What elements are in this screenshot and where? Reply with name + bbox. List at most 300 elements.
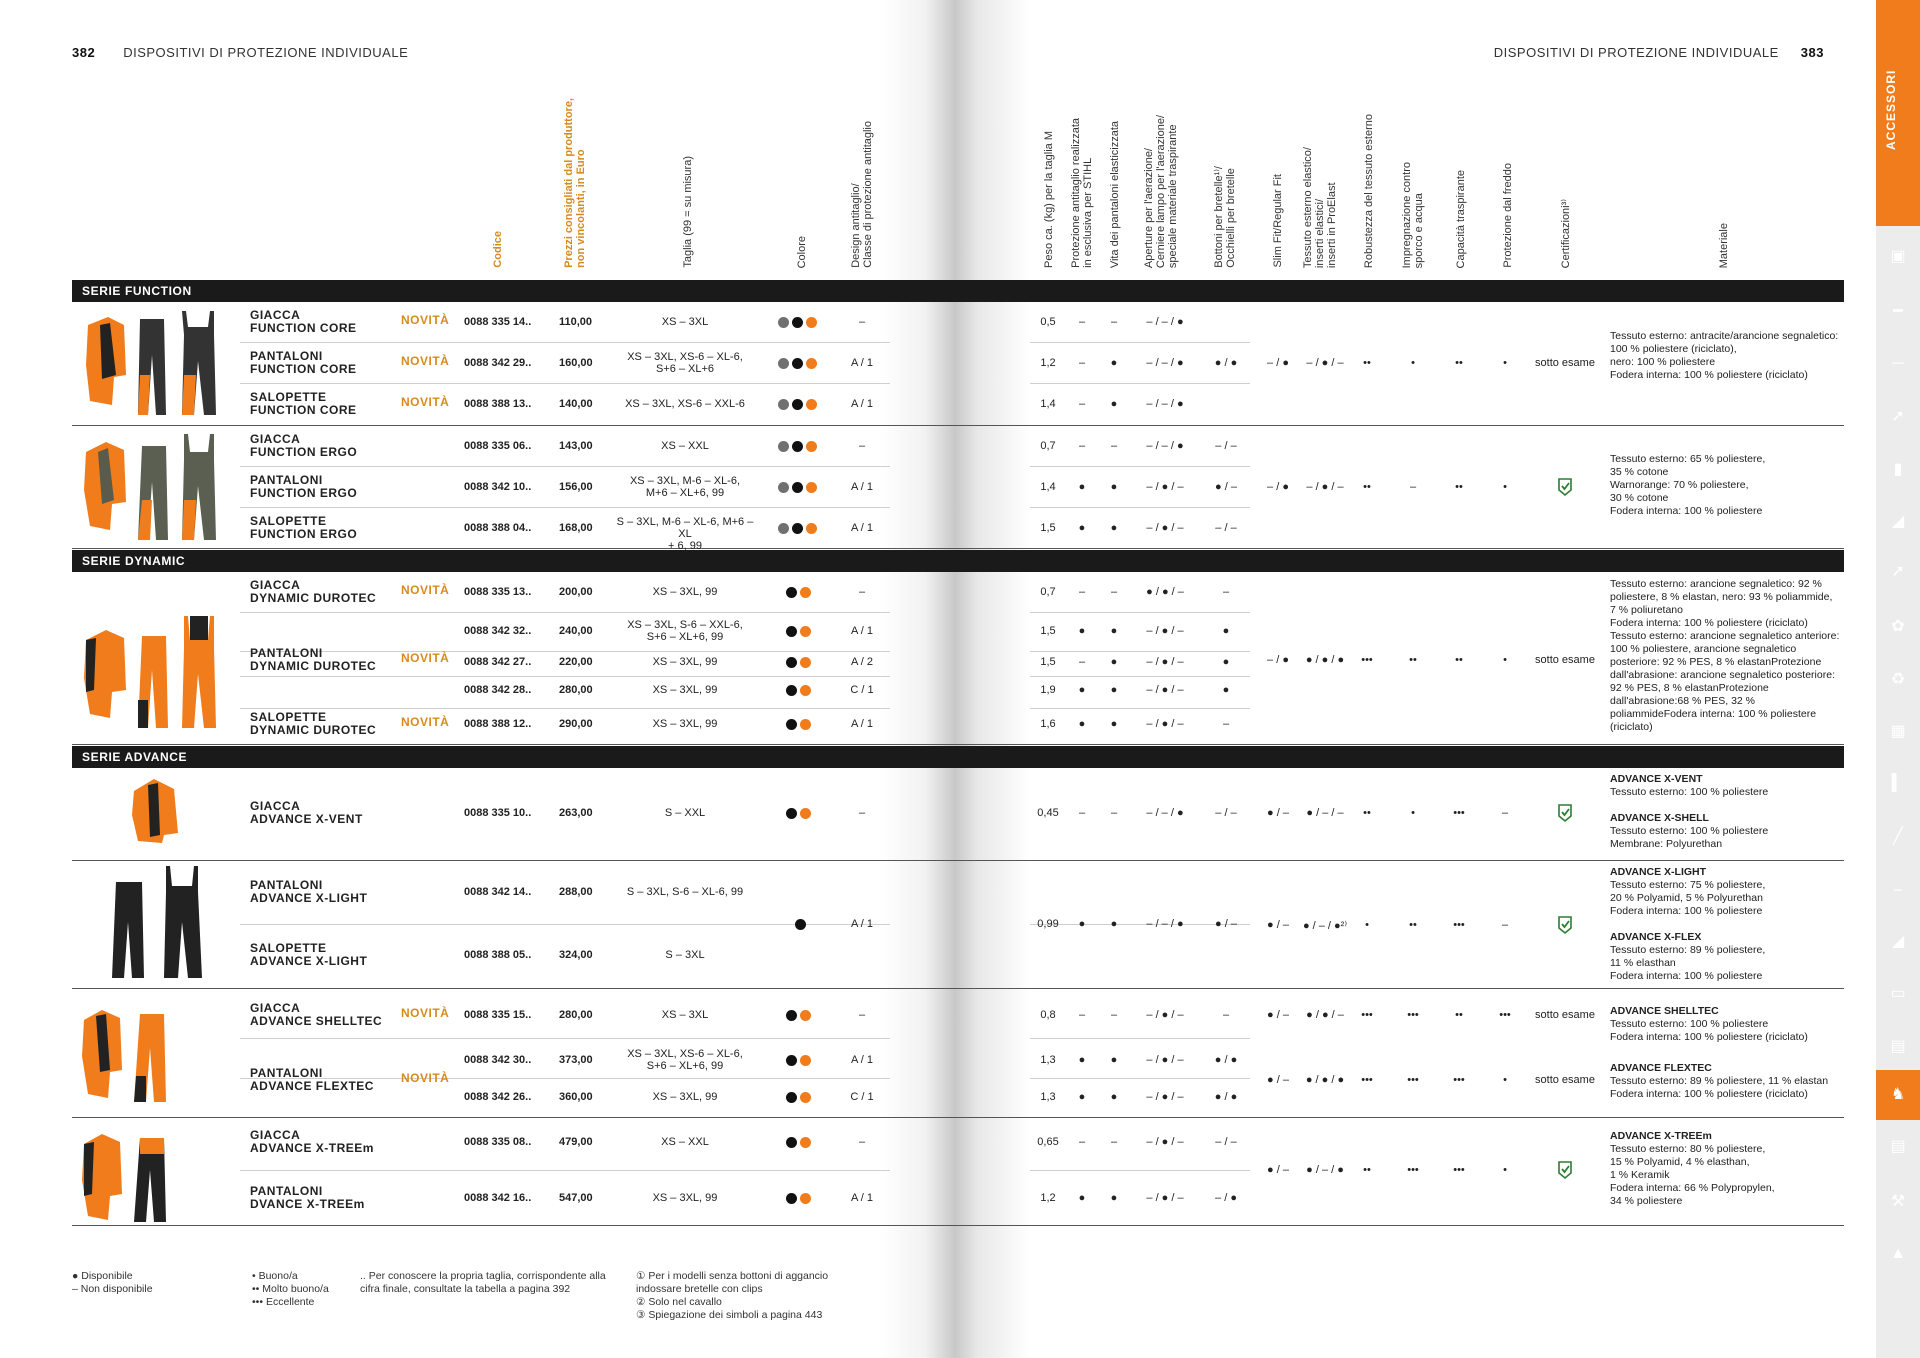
color-swatches xyxy=(778,317,817,328)
key-icon[interactable]: ⎯ xyxy=(1893,881,1902,898)
row-separator xyxy=(1030,612,1250,613)
color-swatches xyxy=(778,523,817,534)
weight-value: 0,65 xyxy=(1037,1136,1059,1148)
color-swatch-grey xyxy=(778,441,789,452)
elastic-waist-value: ● xyxy=(1110,656,1118,668)
breathability-rating: •• xyxy=(1455,357,1463,369)
row-separator xyxy=(240,383,890,384)
group-divider xyxy=(72,988,1844,989)
col-header-peso: Peso ca. (kg) per la taglia M xyxy=(1043,131,1055,268)
product-size: XS – 3XL, XS-6 – XL-6, S+6 – XL+6, 99 xyxy=(627,1048,743,1072)
color-swatch-orange xyxy=(800,657,811,668)
product-code: 0088 342 26.. xyxy=(464,1090,532,1103)
brace-buttons-value: – / – xyxy=(1215,440,1237,452)
color-swatch-grey xyxy=(778,399,789,410)
row-separator xyxy=(1030,651,1250,652)
stihl-protection-value: ● xyxy=(1078,522,1086,534)
case-icon[interactable]: ▤ xyxy=(1890,1138,1906,1155)
side-tab-accessori[interactable] xyxy=(1876,0,1920,226)
product-name: PANTALONI DVANCE X-TREEm xyxy=(250,1184,365,1211)
cut-protection-class: A / 1 xyxy=(850,1192,874,1204)
abrasion-rating: ••• xyxy=(1361,1009,1373,1021)
elastic-waist-value: – xyxy=(1110,586,1118,598)
product-name: PANTALONI FUNCTION ERGO xyxy=(250,473,358,500)
elastic-fabric-value: ● / – / ●²⁾ xyxy=(1302,920,1348,932)
color-swatches xyxy=(786,1010,811,1021)
cut-protection-class: – xyxy=(858,586,866,598)
pole-saw-icon[interactable]: ━ xyxy=(1893,303,1903,320)
hedge-trimmer-icon[interactable]: ─ xyxy=(1892,355,1904,372)
stihl-protection-value: – xyxy=(1078,440,1086,452)
fit-value: – / ● xyxy=(1267,357,1289,369)
color-swatch-black xyxy=(786,1092,797,1103)
ventilation-value: – / – / ● xyxy=(1146,918,1184,930)
weight-value: 0,45 xyxy=(1037,807,1059,819)
elastic-waist-value: ● xyxy=(1110,1091,1118,1103)
ventilation-value: – / ● / – xyxy=(1146,522,1184,534)
weight-value: 0,7 xyxy=(1040,440,1056,452)
cold-protection-rating: – xyxy=(1501,807,1509,819)
ventilation-value: – / ● / – xyxy=(1146,656,1184,668)
row-separator xyxy=(240,676,890,677)
elastic-waist-value: ● xyxy=(1110,1054,1118,1066)
weight-value: 1,3 xyxy=(1040,1054,1056,1066)
stihl-protection-value: – xyxy=(1078,357,1086,369)
cut-protection-class: A / 1 xyxy=(850,522,874,534)
product-code: 0088 342 16.. xyxy=(464,1191,532,1204)
product-price: 168,00 xyxy=(559,521,593,534)
breathability-rating: •• xyxy=(1455,1009,1463,1021)
col-header-robustezza: Robustezza del tessuto esterno xyxy=(1363,113,1375,268)
cut-protection-class: A / 1 xyxy=(850,481,874,493)
color-swatch-black xyxy=(795,919,806,930)
row-separator xyxy=(1030,1170,1250,1171)
product-code: 0088 388 04.. xyxy=(464,521,532,534)
product-name: SALOPETTE FUNCTION CORE xyxy=(250,390,357,417)
color-swatch-orange xyxy=(800,1137,811,1148)
color-swatch-orange xyxy=(800,626,811,637)
breathability-rating: ••• xyxy=(1453,807,1465,819)
color-swatch-orange xyxy=(806,399,817,410)
fit-value: – / ● xyxy=(1267,481,1289,493)
stihl-protection-value: – xyxy=(1078,807,1086,819)
product-code: 0088 342 10.. xyxy=(464,480,532,493)
material-block xyxy=(1610,1062,1828,1101)
group-divider xyxy=(72,548,1844,549)
elastic-waist-value: – xyxy=(1110,316,1118,328)
product-price: 288,00 xyxy=(559,885,593,898)
product-size: S – XXL xyxy=(664,807,706,819)
color-swatches xyxy=(778,358,817,369)
row-separator xyxy=(1030,1078,1250,1079)
product-size: XS – 3XL, 99 xyxy=(652,1192,718,1204)
axe-icon[interactable]: ⚒ xyxy=(1890,1193,1906,1210)
material-description: Tessuto esterno: 75 % poliestere, 20 % Polyamid, 5 % Polyurethan Fodera interna: 100 % poliestere xyxy=(1610,879,1766,917)
stihl-protection-value: ● xyxy=(1078,1091,1086,1103)
novita-badge: NOVITÀ xyxy=(401,715,450,729)
col-header-aperture: Aperture per l'aerazione/ Cerniere lampo per l'aerazione/ speciale materiale traspirante xyxy=(1143,114,1179,268)
blower-icon[interactable]: ◢ xyxy=(1891,513,1905,530)
color-swatches xyxy=(786,685,811,696)
product-size: XS – 3XL, XS-6 – XXL-6 xyxy=(625,398,745,410)
elastic-waist-value: ● xyxy=(1110,357,1118,369)
impregnation-rating: ••• xyxy=(1407,1164,1419,1176)
elastic-fabric-value: ● / – / – xyxy=(1306,807,1344,819)
stick-icon[interactable]: ╱ xyxy=(1893,828,1903,845)
elastic-fabric-value: ● / ● / ● xyxy=(1305,1074,1345,1086)
cold-protection-rating: • xyxy=(1503,481,1507,493)
material-spacer xyxy=(1610,799,1768,812)
product-name: PANTALONI FUNCTION CORE xyxy=(250,349,357,376)
weight-value: 0,5 xyxy=(1040,316,1056,328)
cut-protection-class: – xyxy=(858,316,866,328)
chainsaw-icon[interactable]: ▣ xyxy=(1890,248,1906,265)
color-swatches xyxy=(786,1193,811,1204)
color-swatch-black xyxy=(786,587,797,598)
ventilation-value: – / ● / – xyxy=(1146,1136,1184,1148)
col-header-colore: Colore xyxy=(796,235,808,268)
group-divider xyxy=(72,425,1844,426)
function-ergo-thumbnail xyxy=(80,428,240,548)
product-code: 0088 335 13.. xyxy=(464,585,532,598)
impregnation-rating: •• xyxy=(1409,919,1417,931)
color-swatch-orange xyxy=(800,1193,811,1204)
impregnation-rating: •• xyxy=(1409,654,1417,666)
material-description: Tessuto esterno: antracite/arancione segnaletico: 100 % poliestere (riciclato), nero: 100 % poliestere Fodera interna: 100 % poliestere (riciclato) xyxy=(1610,330,1839,381)
material-spacer xyxy=(1610,918,1765,931)
brace-buttons-value: – xyxy=(1222,718,1230,730)
col-header-certificazioni: Certificazioni³⁾ xyxy=(1560,198,1572,268)
product-code: 0088 335 14.. xyxy=(464,315,532,328)
color-swatch-black xyxy=(786,1137,797,1148)
brace-buttons-value: ● xyxy=(1222,684,1230,696)
legend-size-note: .. Per conoscere la propria taglia, corrispondente alla cifra finale, consultate la tabella a pagina 392 xyxy=(360,1270,606,1295)
product-name: PANTALONI ADVANCE X-LIGHT xyxy=(250,878,368,905)
row-separator xyxy=(1030,342,1250,343)
cut-protection-class: A / 1 xyxy=(850,357,874,369)
impregnation-rating: – xyxy=(1409,481,1417,493)
row-separator xyxy=(1030,507,1250,508)
ventilation-value: – / ● / – xyxy=(1146,1009,1184,1021)
material-block xyxy=(1610,1130,1775,1208)
weight-value: 0,8 xyxy=(1040,1009,1056,1021)
color-swatch-grey xyxy=(778,317,789,328)
row-separator xyxy=(1030,383,1250,384)
row-separator xyxy=(1030,708,1250,709)
tool-icon[interactable]: ▍ xyxy=(1891,775,1905,792)
fit-value: ● / – xyxy=(1267,1074,1289,1086)
color-swatch-black xyxy=(786,1055,797,1066)
breathability-rating: ••• xyxy=(1453,919,1465,931)
product-price: 110,00 xyxy=(559,315,593,328)
boot-icon[interactable]: ◢ xyxy=(1891,933,1905,950)
certification-icon xyxy=(1555,1160,1575,1180)
color-swatch-orange xyxy=(800,808,811,819)
elastic-fabric-value: – / ● / – xyxy=(1306,481,1344,493)
product-size: XS – 3XL, S-6 – XXL-6, S+6 – XL+6, 99 xyxy=(627,619,743,643)
novita-badge: NOVITÀ xyxy=(401,1071,450,1085)
col-header-traspirante: Capacità traspirante xyxy=(1455,169,1467,268)
product-name: GIACCA FUNCTION CORE xyxy=(250,308,357,335)
vacuum-icon[interactable]: ▦ xyxy=(1890,723,1906,740)
series-bar-function: SERIE FUNCTION xyxy=(72,280,1844,302)
advance-x-vent-thumbnail xyxy=(128,775,188,845)
series-bar-advance: SERIE ADVANCE xyxy=(72,746,1844,768)
right-page-header xyxy=(1494,45,1824,60)
impregnation-rating: ••• xyxy=(1407,1009,1419,1021)
cold-protection-rating: – xyxy=(1501,919,1509,931)
stihl-protection-value: ● xyxy=(1078,481,1086,493)
cold-protection-rating: • xyxy=(1503,357,1507,369)
product-size: XS – 3XL xyxy=(661,316,709,328)
col-header-tessuto: Tessuto esterno elastico/ inserti elastici/ inserti in ProElast xyxy=(1302,146,1338,268)
color-swatches xyxy=(778,441,817,452)
ventilation-value: ● / ● / – xyxy=(1146,586,1184,598)
cut-protection-class: C / 1 xyxy=(850,684,874,696)
product-size: XS – 3XL, 99 xyxy=(652,718,718,730)
stihl-protection-value: ● xyxy=(1078,684,1086,696)
col-header-slim: Slim Fit/Regular Fit xyxy=(1272,174,1284,268)
advance-x-treem-thumbnail xyxy=(80,1124,190,1224)
product-size: XS – 3XL, M-6 – XL-6, M+6 – XL+6, 99 xyxy=(629,475,741,499)
color-swatches xyxy=(778,399,817,410)
color-swatch-black xyxy=(786,808,797,819)
weight-value: 0,7 xyxy=(1040,586,1056,598)
product-name: GIACCA DYNAMIC DUROTEC xyxy=(250,578,377,605)
product-price: 160,00 xyxy=(559,356,593,369)
legend-availability: ● Disponibile – Non disponibile xyxy=(72,1270,153,1295)
row-separator xyxy=(240,924,890,925)
novita-badge: NOVITÀ xyxy=(401,583,450,597)
color-swatch-orange xyxy=(806,317,817,328)
elastic-waist-value: – xyxy=(1110,1009,1118,1021)
novita-badge: NOVITÀ xyxy=(401,651,450,665)
material-model-title: ADVANCE X-FLEX xyxy=(1610,931,1702,943)
product-code: 0088 388 12.. xyxy=(464,717,532,730)
weight-value: 1,4 xyxy=(1040,398,1056,410)
stihl-protection-value: – xyxy=(1078,398,1086,410)
legend-footnotes: ① Per i modelli senza bottoni di aggancio indossare bretelle con clips ② Solo nel cavallo ③ Spiegazione dei simboli a pagina 443 xyxy=(636,1270,829,1321)
weight-value: 1,6 xyxy=(1040,718,1056,730)
color-swatch-black xyxy=(786,719,797,730)
row-separator xyxy=(240,466,890,467)
abrasion-rating: ••• xyxy=(1361,1074,1373,1086)
product-code: 0088 388 13.. xyxy=(464,397,532,410)
ventilation-value: – / ● / – xyxy=(1146,684,1184,696)
weight-value: 1,2 xyxy=(1040,357,1056,369)
side-tab-label: ACCESSORI xyxy=(1884,69,1898,150)
color-swatch-orange xyxy=(806,523,817,534)
breathability-rating: ••• xyxy=(1453,1164,1465,1176)
clothing-icon[interactable]: ♞ xyxy=(1876,1070,1920,1120)
color-swatch-orange xyxy=(806,482,817,493)
product-price: 220,00 xyxy=(559,655,593,668)
brace-buttons-value: – / – xyxy=(1215,522,1237,534)
stihl-protection-value: ● xyxy=(1078,918,1086,930)
cold-protection-rating: • xyxy=(1503,1164,1507,1176)
stihl-protection-value: ● xyxy=(1078,1192,1086,1204)
elastic-fabric-value: ● / – / ● xyxy=(1306,1164,1344,1176)
novita-badge: NOVITÀ xyxy=(401,313,450,327)
stihl-protection-value: – xyxy=(1078,656,1086,668)
row-separator xyxy=(1030,466,1250,467)
product-code: 0088 388 05.. xyxy=(464,948,532,961)
weight-value: 1,5 xyxy=(1040,625,1056,637)
brace-buttons-value: – xyxy=(1222,1009,1230,1021)
row-separator xyxy=(240,1038,890,1039)
color-swatch-black xyxy=(792,358,803,369)
color-swatches xyxy=(786,719,811,730)
weight-value: 1,5 xyxy=(1040,656,1056,668)
cut-off-saw-icon[interactable]: ✿ xyxy=(1891,618,1905,635)
stihl-protection-value: ● xyxy=(1078,718,1086,730)
cut-protection-class: – xyxy=(858,1009,866,1021)
product-name: SALOPETTE FUNCTION ERGO xyxy=(250,514,358,541)
left-page-number: 382 xyxy=(72,45,96,60)
cut-protection-class: – xyxy=(858,1136,866,1148)
product-code: 0088 342 28.. xyxy=(464,683,532,696)
dynamic-durotec-thumbnail xyxy=(80,610,240,735)
material-block xyxy=(1610,866,1765,983)
stihl-protection-value: ● xyxy=(1078,1054,1086,1066)
color-swatches xyxy=(786,1055,811,1066)
brace-buttons-value: ● / ● xyxy=(1214,1054,1238,1066)
group-divider xyxy=(72,744,1844,745)
impregnation-rating: • xyxy=(1411,357,1415,369)
breathability-rating: •• xyxy=(1455,481,1463,493)
color-swatches xyxy=(795,919,806,930)
weight-value: 1,2 xyxy=(1040,1192,1056,1204)
elastic-fabric-value: ● / ● / – xyxy=(1306,1009,1344,1021)
row-separator xyxy=(1030,1038,1250,1039)
col-header-protezione: Protezione antitaglio realizzata in esclusiva per STIHL xyxy=(1070,118,1094,268)
color-swatch-orange xyxy=(800,1010,811,1021)
color-swatch-black xyxy=(792,441,803,452)
impregnation-rating: • xyxy=(1411,807,1415,819)
product-code: 0088 342 14.. xyxy=(464,885,532,898)
elastic-waist-value: ● xyxy=(1110,481,1118,493)
color-swatches xyxy=(786,1092,811,1103)
color-swatch-black xyxy=(786,685,797,696)
cut-protection-class: – xyxy=(858,440,866,452)
weight-value: 0,99 xyxy=(1037,918,1059,930)
product-size: XS – XXL xyxy=(661,1136,709,1148)
sprayer-icon[interactable]: ➚ xyxy=(1891,563,1905,580)
col-header-impregnazione: Impregnazione contro sporco e acqua xyxy=(1401,161,1425,268)
product-size: XS – 3XL, XS-6 – XL-6, S+6 – XL+6 xyxy=(627,351,743,375)
brace-buttons-value: ● / ● xyxy=(1214,357,1238,369)
brace-buttons-value: ● / ● xyxy=(1214,1091,1238,1103)
stihl-protection-value: – xyxy=(1078,586,1086,598)
ventilation-value: – / – / ● xyxy=(1146,398,1184,410)
material-description: Tessuto esterno: arancione segnaletico: 92 % poliestere, 8 % elastan, nero: 93 % poliammide, 7 % poliuretano Fodera interna: 100 % poliestere (riciclato) Tessuto esterno: arancione segnaletico anteriore: 100 % poliestere, arancione segnaletico posteriore: 92 % PES, 8 % elastanProtezione dall'abrasione: arancione segnaletico posteriore: 92 % PES, 8 % elastanProtezione dall'abrasione:68 % PES, 32 % poliammideFodera interna: 100 % poliestere (riciclato) xyxy=(1610,578,1840,733)
product-code: 0088 342 27.. xyxy=(464,655,532,668)
product-size: S – 3XL, M-6 – XL-6, M+6 – XL + 6, 99 xyxy=(616,516,754,552)
product-code: 0088 342 29.. xyxy=(464,356,532,369)
drill-icon[interactable]: ♻ xyxy=(1890,671,1906,688)
brace-buttons-value: – xyxy=(1222,586,1230,598)
certification-icon xyxy=(1555,803,1575,823)
left-page-header xyxy=(72,45,408,60)
abrasion-rating: •• xyxy=(1363,807,1371,819)
product-price: 479,00 xyxy=(559,1135,593,1148)
color-swatch-orange xyxy=(806,441,817,452)
product-price: 324,00 xyxy=(559,948,593,961)
ventilation-value: – / – / ● xyxy=(1146,316,1184,328)
elastic-fabric-value: ● / ● / ● xyxy=(1305,654,1345,666)
group-divider xyxy=(72,1225,1844,1226)
material-description: Tessuto esterno: 80 % poliestere, 15 % Polyamid, 4 % elasthan, 1 % Keramik Fodera interna: 66 % Polypropylen, 34 % poliestere xyxy=(1610,1143,1775,1207)
row-separator xyxy=(1030,676,1250,677)
product-price: 360,00 xyxy=(559,1090,593,1103)
certification-icon xyxy=(1555,915,1575,935)
ventilation-value: – / ● / – xyxy=(1146,1054,1184,1066)
book-icon[interactable]: ▤ xyxy=(1890,1038,1906,1055)
elastic-waist-value: – xyxy=(1110,440,1118,452)
abrasion-rating: • xyxy=(1365,919,1369,931)
material-block xyxy=(1610,1005,1808,1044)
group-divider xyxy=(72,860,1844,861)
brace-buttons-value: – / – xyxy=(1215,807,1237,819)
right-page-title: DISPOSITIVI DI PROTEZIONE INDIVIDUALE xyxy=(1493,45,1779,60)
weight-value: 1,3 xyxy=(1040,1091,1056,1103)
product-price: 373,00 xyxy=(559,1053,593,1066)
material-description: Tessuto esterno: 89 % poliestere, 11 % elasthan Fodera interna: 100 % poliestere xyxy=(1610,944,1766,982)
col-header-prezzi: Prezzi consigliati dal produttore, non vincolanti, in Euro xyxy=(563,98,587,268)
cut-protection-class: A / 2 xyxy=(850,656,874,668)
material-model-title: ADVANCE FLEXTEC xyxy=(1610,1062,1712,1074)
stihl-protection-value: ● xyxy=(1078,625,1086,637)
brushcutter-icon[interactable]: ➚ xyxy=(1891,408,1905,425)
col-header-codice: Codice xyxy=(492,231,504,268)
breathability-rating: •• xyxy=(1455,654,1463,666)
color-swatch-black xyxy=(792,317,803,328)
col-header-freddo: Protezione dal freddo xyxy=(1502,163,1514,268)
elastic-waist-value: ● xyxy=(1110,625,1118,637)
material-model-title: ADVANCE SHELLTEC xyxy=(1610,1005,1719,1017)
ventilation-value: – / ● / – xyxy=(1146,1192,1184,1204)
cut-protection-class: – xyxy=(858,807,866,819)
product-code: 0088 335 06.. xyxy=(464,439,532,452)
stihl-protection-value: – xyxy=(1078,316,1086,328)
weight-value: 1,9 xyxy=(1040,684,1056,696)
product-price: 547,00 xyxy=(559,1191,593,1204)
material-model-title: ADVANCE X-VENT xyxy=(1610,773,1703,785)
product-name: PANTALONI ADVANCE FLEXTEC xyxy=(250,1066,374,1093)
material-model-title: ADVANCE X-TREEm xyxy=(1610,1130,1712,1142)
row-separator xyxy=(240,342,890,343)
material-description: Tessuto esterno: 89 % poliestere, 11 % elastan Fodera interna: 100 % poliestere (riciclato) xyxy=(1610,1075,1829,1100)
product-size: XS – 3XL xyxy=(661,1009,709,1021)
product-code: 0088 342 30.. xyxy=(464,1053,532,1066)
ventilation-value: – / – / ● xyxy=(1146,807,1184,819)
col-header-design: Design antitaglio/ Classe di protezione antitaglio xyxy=(850,121,874,268)
right-page-number: 383 xyxy=(1800,45,1824,60)
color-swatch-black xyxy=(792,399,803,410)
mower-icon[interactable]: ▮ xyxy=(1893,461,1903,478)
impregnation-rating: ••• xyxy=(1407,1074,1419,1086)
product-size: S – 3XL xyxy=(665,949,705,961)
side-navigation-tab xyxy=(1876,0,1920,1358)
ventilation-value: – / – / ● xyxy=(1146,440,1184,452)
canister-icon[interactable]: ▭ xyxy=(1890,985,1906,1002)
brace-buttons-value: ● / – xyxy=(1215,918,1237,930)
bottle-icon[interactable]: ▲ xyxy=(1890,1245,1906,1262)
cut-protection-class: A / 1 xyxy=(850,625,874,637)
product-size: XS – 3XL, 99 xyxy=(652,1091,718,1103)
product-price: 263,00 xyxy=(559,806,593,819)
row-separator xyxy=(240,708,890,709)
